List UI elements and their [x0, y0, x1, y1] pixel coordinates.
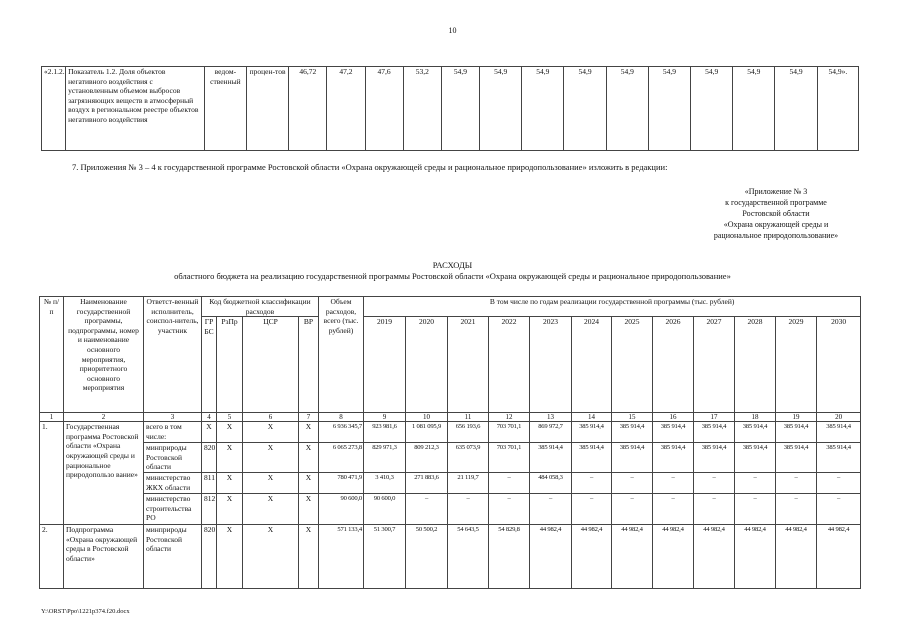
- year-value: –: [694, 493, 735, 524]
- indicator-value: 54,9: [522, 67, 564, 151]
- total-value: 780 471,9: [319, 472, 364, 493]
- header-name: Наименование государственной программы, подпрограммы, номер и наименование основного мероприятия, приоритетного основного мероприятия: [64, 297, 144, 413]
- indicator-value: 47,2: [327, 67, 365, 151]
- row-number: 1.: [40, 422, 64, 525]
- indicator-value: 54,9: [648, 67, 690, 151]
- year-value: 385 914,4: [735, 422, 776, 443]
- year-value: –: [448, 493, 489, 524]
- appendix-line: рациональное природопользование»: [713, 231, 839, 240]
- indicator-unit: процен-тов: [246, 67, 288, 151]
- year-value: 44 982,4: [612, 524, 653, 588]
- year-value: –: [776, 493, 817, 524]
- year-value: 385 914,4: [694, 422, 735, 443]
- appendix-header: [691, 186, 861, 241]
- grbs-code: 820: [202, 524, 217, 588]
- csr-code: Х: [243, 493, 299, 524]
- year-value: –: [653, 493, 694, 524]
- header-rzpr: РзПр: [217, 317, 243, 413]
- indicator-value: 54,9: [775, 67, 817, 151]
- year-value: 385 914,4: [612, 422, 653, 443]
- year-value: –: [694, 472, 735, 493]
- year-value: 21 119,7: [448, 472, 489, 493]
- indicator-value: 54,9: [691, 67, 733, 151]
- expenses-table: [39, 296, 861, 589]
- csr-code: Х: [243, 524, 299, 588]
- year-value: 385 914,4: [572, 443, 612, 473]
- year-value: 385 914,4: [572, 422, 612, 443]
- header-year: 2029: [776, 317, 817, 413]
- header-year: 2021: [448, 317, 489, 413]
- year-value: 635 073,9: [448, 443, 489, 473]
- csr-code: Х: [243, 472, 299, 493]
- year-value: 385 914,4: [653, 422, 694, 443]
- year-value: –: [572, 493, 612, 524]
- column-number: 12: [489, 413, 530, 422]
- year-value: 1 081 095,9: [406, 422, 448, 443]
- year-value: 54 829,8: [489, 524, 530, 588]
- year-value: 703 701,1: [489, 443, 530, 473]
- total-value: 6 936 345,7: [319, 422, 364, 443]
- table-title: РАСХОДЫ: [432, 260, 473, 270]
- table-row: [40, 493, 861, 524]
- year-value: –: [572, 472, 612, 493]
- total-value: 90 600,0: [319, 493, 364, 524]
- grbs-code: Х: [202, 422, 217, 443]
- appendix-line: к государственной программе: [725, 198, 827, 207]
- header-executor: Ответст-венный исполнитель, соиспол-нитель, участник: [144, 297, 202, 413]
- row-number: «2.1.2.: [42, 67, 66, 151]
- column-number: 5: [217, 413, 243, 422]
- year-value: –: [406, 493, 448, 524]
- column-number: 19: [776, 413, 817, 422]
- indicator-value: 54,9: [564, 67, 606, 151]
- year-value: –: [489, 472, 530, 493]
- grbs-code: 820: [202, 443, 217, 473]
- table-subtitle: областного бюджета на реализацию государственной программы Ростовской области «Охрана окружающей среды и рациональное природопользование»: [174, 271, 731, 281]
- header-year: 2030: [817, 317, 861, 413]
- indicator-value: 53,2: [403, 67, 441, 151]
- header-year: 2025: [612, 317, 653, 413]
- indicator-value: 54,9: [441, 67, 479, 151]
- header-year: 2026: [653, 317, 694, 413]
- header-year: 2019: [364, 317, 406, 413]
- appendix-line: «Охрана окружающей среды и: [723, 220, 829, 229]
- amendment-paragraph: 7. Приложения № 3 – 4 к государственной программе Ростовской области «Охрана окружающей среды и рациональное природопользование» изложить в редакции:: [72, 162, 668, 172]
- indicator-value: 54,9: [480, 67, 522, 151]
- column-number: 4: [202, 413, 217, 422]
- program-name: Государственная программа Ростовской области «Охрана окружающей среды и рациональное природопользо вание»: [64, 422, 144, 525]
- vr-code: Х: [299, 493, 319, 524]
- year-value: 869 972,7: [530, 422, 572, 443]
- header-year: 2022: [489, 317, 530, 413]
- column-number: 10: [406, 413, 448, 422]
- table-row: [42, 67, 859, 151]
- year-value: 484 058,3: [530, 472, 572, 493]
- year-value: 809 212,3: [406, 443, 448, 473]
- year-value: 44 982,4: [776, 524, 817, 588]
- year-value: 44 982,4: [817, 524, 861, 588]
- year-value: 385 914,4: [612, 443, 653, 473]
- csr-code: Х: [243, 443, 299, 473]
- indicator-value: 54,9: [606, 67, 648, 151]
- appendix-line: Ростовской области: [742, 209, 810, 218]
- year-value: 44 982,4: [653, 524, 694, 588]
- executor: министерство ЖКХ области: [144, 472, 202, 493]
- column-number: 6: [243, 413, 299, 422]
- year-value: 385 914,4: [653, 443, 694, 473]
- appendix-line: «Приложение № 3: [744, 187, 808, 196]
- header-year: 2020: [406, 317, 448, 413]
- indicator-value: 54,9: [733, 67, 775, 151]
- year-value: 703 701,1: [489, 422, 530, 443]
- year-value: –: [817, 493, 861, 524]
- year-value: –: [612, 472, 653, 493]
- row-number: 2.: [40, 524, 64, 588]
- header-grbs: ГР БС: [202, 317, 217, 413]
- year-value: –: [735, 472, 776, 493]
- column-number: 1: [40, 413, 64, 422]
- year-value: 44 982,4: [694, 524, 735, 588]
- total-value: 6 065 273,8: [319, 443, 364, 473]
- indicator-value: 54,9».: [817, 67, 858, 151]
- indicator-name: Показатель 1.2. Доля объектов негативного воздействия с установленным объемом выбросов загрязняющих веществ в атмосферный воздух в региональном реестре объектов негативного воздействия: [66, 67, 205, 151]
- rzpr-code: Х: [217, 472, 243, 493]
- year-value: 385 914,4: [735, 443, 776, 473]
- indicator-value: 46,72: [289, 67, 327, 151]
- column-number: 16: [653, 413, 694, 422]
- grbs-code: 811: [202, 472, 217, 493]
- vr-code: Х: [299, 472, 319, 493]
- year-value: 385 914,4: [776, 422, 817, 443]
- rzpr-code: Х: [217, 422, 243, 443]
- column-number: 17: [694, 413, 735, 422]
- year-value: 385 914,4: [530, 443, 572, 473]
- year-value: –: [530, 493, 572, 524]
- indicator-type: ведом-ственный: [204, 67, 246, 151]
- column-number: 9: [364, 413, 406, 422]
- total-value: 571 133,4: [319, 524, 364, 588]
- year-value: 44 982,4: [735, 524, 776, 588]
- column-number: 11: [448, 413, 489, 422]
- vr-code: Х: [299, 524, 319, 588]
- year-value: –: [653, 472, 694, 493]
- table-row: [40, 524, 861, 588]
- year-value: 385 914,4: [694, 443, 735, 473]
- indicator-table: [41, 66, 859, 151]
- header-num: № п/п: [40, 297, 64, 413]
- year-value: –: [489, 493, 530, 524]
- rzpr-code: Х: [217, 493, 243, 524]
- executor: всего в том числе:: [144, 422, 202, 443]
- table-heading: [0, 260, 905, 282]
- header-csr: ЦСР: [243, 317, 299, 413]
- header-year: 2028: [735, 317, 776, 413]
- year-value: –: [735, 493, 776, 524]
- header-year: 2024: [572, 317, 612, 413]
- year-value: –: [612, 493, 653, 524]
- column-number: 13: [530, 413, 572, 422]
- column-number: 18: [735, 413, 776, 422]
- year-value: 51 300,7: [364, 524, 406, 588]
- year-value: 385 914,4: [776, 443, 817, 473]
- header-year: 2027: [694, 317, 735, 413]
- grbs-code: 812: [202, 493, 217, 524]
- page-number: 10: [448, 26, 457, 35]
- year-value: 50 500,2: [406, 524, 448, 588]
- column-number: 7: [299, 413, 319, 422]
- header-total: Объем расходов, всего (тыс. рублей): [319, 297, 364, 413]
- header-code-group: Код бюджетной классификации расходов: [202, 297, 319, 317]
- column-number: 8: [319, 413, 364, 422]
- header-year: 2023: [530, 317, 572, 413]
- header-years-group: В том числе по годам реализации государственной программы (тыс. рублей): [364, 297, 861, 317]
- header-vr: ВР: [299, 317, 319, 413]
- year-value: 3 410,3: [364, 472, 406, 493]
- year-value: 271 883,6: [406, 472, 448, 493]
- year-value: 44 982,4: [572, 524, 612, 588]
- executor: минприроды Ростовской области: [144, 443, 202, 473]
- table-row: [40, 443, 861, 473]
- year-value: 54 643,5: [448, 524, 489, 588]
- table-row: [40, 472, 861, 493]
- year-value: –: [776, 472, 817, 493]
- column-number-row: [40, 413, 861, 422]
- year-value: 90 600,0: [364, 493, 406, 524]
- csr-code: Х: [243, 422, 299, 443]
- file-path-footer: Y:\ORST\Ppo\1221p374.f20.docx: [41, 608, 130, 615]
- column-number: 20: [817, 413, 861, 422]
- column-number: 14: [572, 413, 612, 422]
- executor: минприроды Ростовской области: [144, 524, 202, 588]
- column-number: 3: [144, 413, 202, 422]
- year-value: 385 914,4: [817, 422, 861, 443]
- rzpr-code: Х: [217, 524, 243, 588]
- executor: министерство строительства РО: [144, 493, 202, 524]
- year-value: 44 982,4: [530, 524, 572, 588]
- year-value: 385 914,4: [817, 443, 861, 473]
- program-name: Подпрограмма «Охрана окружающей среды в Ростовской области»: [64, 524, 144, 588]
- header-row: [40, 297, 861, 317]
- vr-code: Х: [299, 443, 319, 473]
- year-value: –: [817, 472, 861, 493]
- rzpr-code: Х: [217, 443, 243, 473]
- year-value: 923 981,6: [364, 422, 406, 443]
- table-row: [40, 422, 861, 443]
- column-number: 2: [64, 413, 144, 422]
- vr-code: Х: [299, 422, 319, 443]
- column-number: 15: [612, 413, 653, 422]
- year-value: 829 971,3: [364, 443, 406, 473]
- indicator-value: 47,6: [365, 67, 403, 151]
- year-value: 656 193,6: [448, 422, 489, 443]
